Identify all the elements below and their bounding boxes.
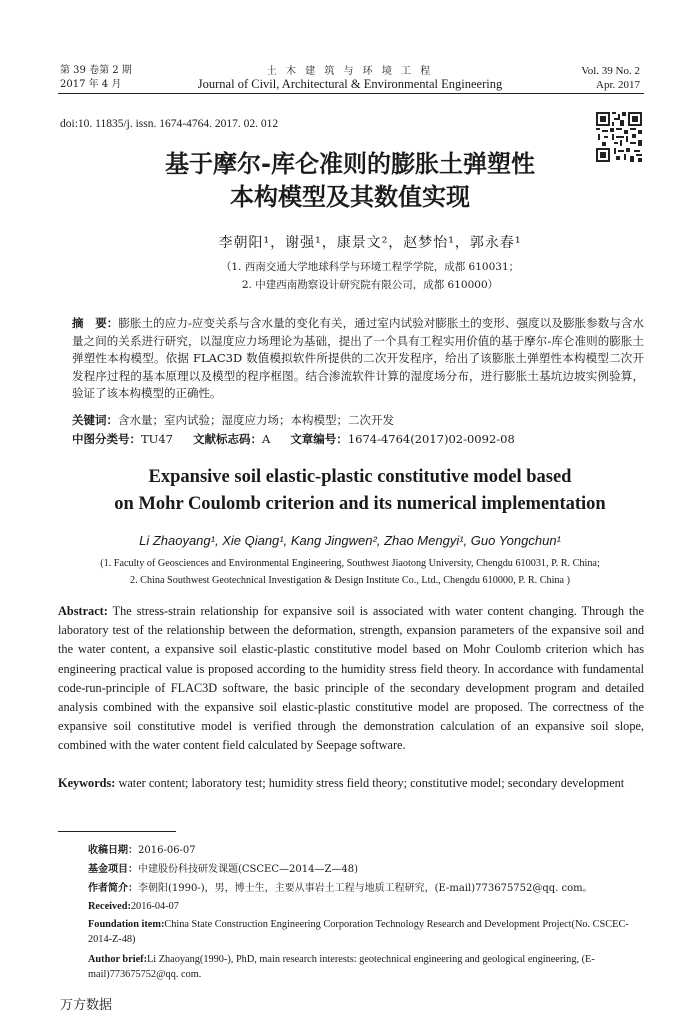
received-cn-value: 2016-06-07 — [138, 845, 196, 856]
doi: doi:10. 11835/j. issn. 1674-4764. 2017. 02. 012 — [60, 118, 279, 130]
title-cn-line2: 本构模型及其数值实现 — [230, 183, 470, 211]
volume-en: Vol. 39 No. 2 — [581, 65, 640, 77]
doc-code-value: A — [262, 432, 271, 446]
author-cn-value: 李朝阳(1990-)，男，博士生，主要从事岩土工程与地质工程研究，(E-mail)773675752@qq. com。 — [138, 883, 593, 894]
title-en-line2: on Mohr Coulomb criterion and its numerical implementation — [114, 494, 606, 514]
volume-cn: 第 39 卷第 2 期 — [60, 65, 132, 76]
clc-value: TU47 — [141, 432, 173, 446]
abstract-en-label: Abstract: — [58, 604, 108, 618]
date-cn: 2017 年 4 月 — [60, 79, 122, 90]
affiliation-cn-2: 2. 中建西南勘察设计研究院有限公司，成都 610000） — [241, 279, 499, 291]
abstract-en-text: The stress-strain relationship for expansive soil is associated with water content changing. Through the laboratory test of the relationship between the deformation, strength, expansion parameters of the expansive soil and the water content, a expansive soil elastic-plastic constitutive model based on Mohr Coulomb criterion which has engineering practical value is proposed according to the humidity stress field theory. In accordance with fundamental code-run-principle of FLAC3D software, the basic principle of the secondary development program and detailed analysis combined with the expansive soil elastic-plastic constitutive model are proposed. The correctness of the expansive soil constitutive model is verified through the demonstration calculation of an expansive soil slope, combined with the water content field calculated by Seepage software. — [58, 604, 644, 753]
abstract-cn-label: 摘 要： — [72, 316, 119, 330]
author-en-value: Li Zhaoyang(1990-), PhD, main research interests: geotechnical engineering and geological engineering, (E-mail)773675752@qq. com. — [88, 954, 595, 980]
keywords-cn — [72, 412, 644, 428]
fund-en-value: China State Construction Engineering Corporation Technology Research and Development Project(No. CSCEC-2014-Z-48) — [88, 919, 629, 945]
header-divider — [58, 93, 644, 94]
keywords-en-text: water content; laboratory test; humidity stress field theory; constitutive model; secondary development — [115, 776, 625, 790]
footnote-received-en — [88, 899, 648, 914]
journal-name-cn: 土 木 建 筑 与 环 境 工 程 — [266, 66, 434, 77]
author-cn-label: 作者简介： — [88, 883, 138, 894]
footnote-author-en — [88, 952, 648, 982]
keywords-en-label: Keywords: — [58, 776, 116, 790]
title-cn — [80, 148, 620, 214]
authors-cn: 李朝阳¹，谢强¹，康景文²，赵梦怡¹，郭永春¹ — [218, 235, 522, 251]
footnote-fund-cn — [88, 862, 648, 877]
title-en — [60, 464, 660, 518]
footnote-received-cn — [88, 843, 648, 858]
affiliation-cn-1: （1. 西南交通大学地球科学与环境工程学学院，成都 610031； — [220, 261, 520, 273]
article-no-label: 文章编号： — [290, 432, 348, 446]
received-cn-label: 收稿日期： — [88, 845, 138, 856]
date-en: Apr. 2017 — [596, 79, 640, 91]
journal-issue-en — [540, 64, 640, 92]
footnote-author-cn — [88, 881, 648, 896]
article-no-value: 1674-4764(2017)02-0092-08 — [347, 432, 515, 446]
keywords-en — [58, 774, 644, 793]
affiliations-cn — [0, 258, 700, 294]
journal-issue-cn — [60, 64, 180, 92]
authors-en: Li Zhaoyang¹, Xie Qiang¹, Kang Jingwen², Zhao Mengyi¹, Guo Yongchun¹ — [139, 533, 561, 548]
footnote-divider — [58, 831, 176, 832]
fund-en-label: Foundation item: — [88, 919, 165, 930]
watermark: 万方数据 — [60, 998, 113, 1013]
doc-code-label: 文献标志码： — [193, 432, 262, 446]
journal-name-en: Journal of Civil, Architectural & Environmental Engineering — [197, 77, 503, 91]
keywords-cn-text: 含水量；室内试验；湿度应力场；本构模型；二次开发 — [118, 413, 394, 427]
keywords-cn-label: 关键词： — [72, 413, 118, 427]
received-en-label: Received: — [88, 901, 131, 912]
affiliations-en — [40, 555, 660, 589]
journal-name — [180, 62, 520, 92]
abstract-cn-text: 膨胀土的应力-应变关系与含水量的变化有关，通过室内试验对膨胀土的变形、强度以及膨胀参数与含水量之间的关系进行研究，以湿度应力场理论为基础，提出了一个具有工程实用价值的基于摩尔-库仑准则的膨胀土弹塑性本构模型。依据 FLAC3D 数值模拟软件所提供的二次开发程序，给出了该膨胀土弹塑性本构模型二次开发程序过程的基本原理以及模型的程序框图。结合渗流软件计算的湿度场分布，进行膨胀土基坑边坡实例验算，验证了该本构模型的正确性。 — [72, 316, 645, 400]
received-en-value: 2016-04-07 — [130, 901, 179, 912]
abstract-en — [58, 602, 644, 756]
title-cn-line1: 基于摩尔-库仑准则的膨胀土弹塑性 — [165, 150, 535, 178]
clc-label: 中图分类号： — [72, 432, 141, 446]
fund-cn-label: 基金项目： — [88, 864, 138, 875]
abstract-cn — [72, 315, 644, 403]
author-en-label: Author brief: — [88, 954, 148, 965]
affiliation-en-1: (1. Faculty of Geosciences and Environmental Engineering, Southwest Jiaotong University, Chengdu 610031, P. R. China; — [100, 558, 600, 569]
affiliation-en-2: 2. China Southwest Geotechnical Investigation & Design Institute Co., Ltd., Chengdu 610000, P. R. China ) — [129, 575, 570, 586]
fund-cn-value: 中建股份科技研发课题(CSCEC—2014—Z—48) — [138, 864, 359, 875]
title-en-line1: Expansive soil elastic-plastic constitutive model based — [148, 467, 572, 487]
footnote-fund-en — [88, 917, 648, 947]
classification-cn — [72, 431, 644, 447]
